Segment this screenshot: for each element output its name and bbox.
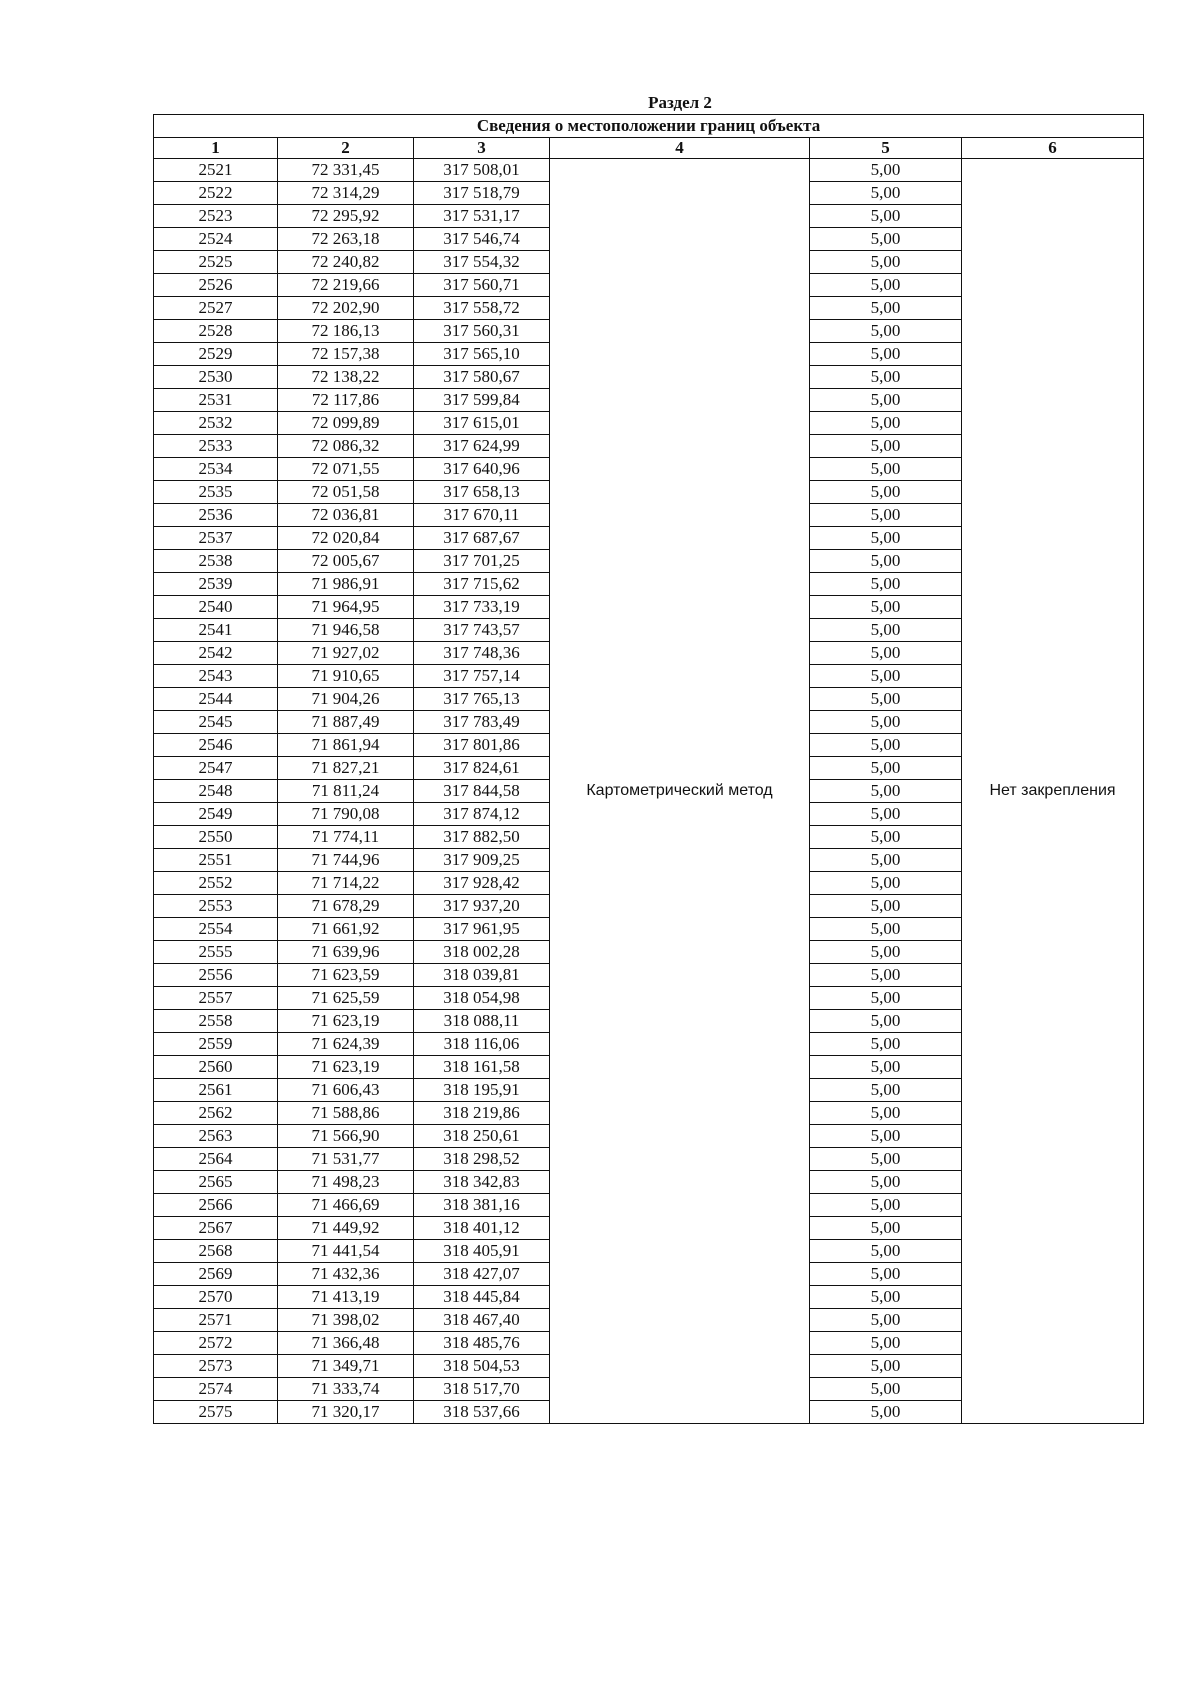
coordinate-y-cell: 318 537,66 <box>414 1401 550 1424</box>
column-header-1: 1 <box>154 138 278 159</box>
coordinate-x-cell: 72 138,22 <box>278 366 414 389</box>
coordinate-y-cell: 317 743,57 <box>414 619 550 642</box>
coordinate-x-cell: 71 714,22 <box>278 872 414 895</box>
coordinate-x-cell: 71 398,02 <box>278 1309 414 1332</box>
point-number-cell: 2547 <box>154 757 278 780</box>
coordinate-x-cell: 71 910,65 <box>278 665 414 688</box>
point-number-cell: 2538 <box>154 550 278 573</box>
coordinate-y-cell: 318 195,91 <box>414 1079 550 1102</box>
coordinate-x-cell: 72 071,55 <box>278 458 414 481</box>
point-number-cell: 2563 <box>154 1125 278 1148</box>
accuracy-cell: 5,00 <box>810 481 962 504</box>
accuracy-cell: 5,00 <box>810 1010 962 1033</box>
accuracy-cell: 5,00 <box>810 987 962 1010</box>
point-number-cell: 2568 <box>154 1240 278 1263</box>
coordinate-x-cell: 72 240,82 <box>278 251 414 274</box>
point-number-cell: 2540 <box>154 596 278 619</box>
coordinate-y-cell: 317 701,25 <box>414 550 550 573</box>
point-number-cell: 2569 <box>154 1263 278 1286</box>
point-number-cell: 2545 <box>154 711 278 734</box>
coordinate-y-cell: 317 546,74 <box>414 228 550 251</box>
coordinate-x-cell: 72 020,84 <box>278 527 414 550</box>
coordinate-x-cell: 71 887,49 <box>278 711 414 734</box>
coordinate-y-cell: 317 783,49 <box>414 711 550 734</box>
accuracy-cell: 5,00 <box>810 1194 962 1217</box>
accuracy-cell: 5,00 <box>810 412 962 435</box>
accuracy-cell: 5,00 <box>810 435 962 458</box>
coordinate-y-cell: 317 599,84 <box>414 389 550 412</box>
point-number-cell: 2525 <box>154 251 278 274</box>
point-number-cell: 2522 <box>154 182 278 205</box>
coordinate-y-cell: 317 748,36 <box>414 642 550 665</box>
coordinate-y-cell: 317 565,10 <box>414 343 550 366</box>
point-number-cell: 2542 <box>154 642 278 665</box>
coordinate-y-cell: 317 882,50 <box>414 826 550 849</box>
coordinate-x-cell: 71 349,71 <box>278 1355 414 1378</box>
coordinate-x-cell: 71 441,54 <box>278 1240 414 1263</box>
accuracy-cell: 5,00 <box>810 228 962 251</box>
coordinate-x-cell: 71 625,59 <box>278 987 414 1010</box>
column-header-3: 3 <box>414 138 550 159</box>
coordinate-x-cell: 72 263,18 <box>278 228 414 251</box>
point-number-cell: 2533 <box>154 435 278 458</box>
coordinate-y-cell: 317 844,58 <box>414 780 550 803</box>
accuracy-cell: 5,00 <box>810 182 962 205</box>
accuracy-cell: 5,00 <box>810 872 962 895</box>
point-number-cell: 2532 <box>154 412 278 435</box>
point-number-cell: 2551 <box>154 849 278 872</box>
coordinate-x-cell: 71 320,17 <box>278 1401 414 1424</box>
point-number-cell: 2552 <box>154 872 278 895</box>
fixing-cell: Нет закрепления <box>962 159 1144 1424</box>
accuracy-cell: 5,00 <box>810 1217 962 1240</box>
coordinate-x-cell: 72 157,38 <box>278 343 414 366</box>
coordinate-y-cell: 317 670,11 <box>414 504 550 527</box>
coordinate-y-cell: 317 615,01 <box>414 412 550 435</box>
coordinate-x-cell: 71 333,74 <box>278 1378 414 1401</box>
coordinate-x-cell: 71 624,39 <box>278 1033 414 1056</box>
point-number-cell: 2574 <box>154 1378 278 1401</box>
coordinate-x-cell: 71 566,90 <box>278 1125 414 1148</box>
point-number-cell: 2564 <box>154 1148 278 1171</box>
coordinate-y-cell: 317 937,20 <box>414 895 550 918</box>
coordinate-y-cell: 318 039,81 <box>414 964 550 987</box>
point-number-cell: 2521 <box>154 159 278 182</box>
coordinate-y-cell: 318 401,12 <box>414 1217 550 1240</box>
point-number-cell: 2567 <box>154 1217 278 1240</box>
column-header-6: 6 <box>962 138 1144 159</box>
coordinate-y-cell: 317 560,71 <box>414 274 550 297</box>
point-number-cell: 2537 <box>154 527 278 550</box>
point-number-cell: 2571 <box>154 1309 278 1332</box>
coordinate-y-cell: 318 467,40 <box>414 1309 550 1332</box>
point-number-cell: 2526 <box>154 274 278 297</box>
column-header-row <box>154 138 1144 159</box>
coordinate-y-cell: 318 219,86 <box>414 1102 550 1125</box>
point-number-cell: 2575 <box>154 1401 278 1424</box>
coordinate-x-cell: 72 036,81 <box>278 504 414 527</box>
accuracy-cell: 5,00 <box>810 619 962 642</box>
coordinate-y-cell: 317 909,25 <box>414 849 550 872</box>
accuracy-cell: 5,00 <box>810 1056 962 1079</box>
accuracy-cell: 5,00 <box>810 159 962 182</box>
coordinate-x-cell: 71 623,59 <box>278 964 414 987</box>
accuracy-cell: 5,00 <box>810 665 962 688</box>
coordinate-y-cell: 318 002,28 <box>414 941 550 964</box>
accuracy-cell: 5,00 <box>810 941 962 964</box>
coordinate-x-cell: 71 639,96 <box>278 941 414 964</box>
section-title: Раздел 2 <box>648 93 712 112</box>
coordinate-x-cell: 71 946,58 <box>278 619 414 642</box>
accuracy-cell: 5,00 <box>810 1079 962 1102</box>
accuracy-cell: 5,00 <box>810 1309 962 1332</box>
accuracy-cell: 5,00 <box>810 688 962 711</box>
point-number-cell: 2536 <box>154 504 278 527</box>
coordinate-x-cell: 71 774,11 <box>278 826 414 849</box>
point-number-cell: 2570 <box>154 1286 278 1309</box>
point-number-cell: 2524 <box>154 228 278 251</box>
point-number-cell: 2539 <box>154 573 278 596</box>
coordinate-x-cell: 71 413,19 <box>278 1286 414 1309</box>
coordinate-x-cell: 72 202,90 <box>278 297 414 320</box>
coordinate-x-cell: 71 623,19 <box>278 1010 414 1033</box>
accuracy-cell: 5,00 <box>810 757 962 780</box>
accuracy-cell: 5,00 <box>810 1332 962 1355</box>
coordinate-y-cell: 318 504,53 <box>414 1355 550 1378</box>
coordinate-x-cell: 71 827,21 <box>278 757 414 780</box>
coordinate-x-cell: 72 099,89 <box>278 412 414 435</box>
point-number-cell: 2523 <box>154 205 278 228</box>
point-number-cell: 2541 <box>154 619 278 642</box>
coordinate-y-cell: 318 161,58 <box>414 1056 550 1079</box>
accuracy-cell: 5,00 <box>810 1125 962 1148</box>
accuracy-cell: 5,00 <box>810 297 962 320</box>
accuracy-cell: 5,00 <box>810 343 962 366</box>
point-number-cell: 2559 <box>154 1033 278 1056</box>
point-number-cell: 2531 <box>154 389 278 412</box>
point-number-cell: 2535 <box>154 481 278 504</box>
accuracy-cell: 5,00 <box>810 389 962 412</box>
coordinate-y-cell: 317 757,14 <box>414 665 550 688</box>
coordinate-x-cell: 72 331,45 <box>278 159 414 182</box>
point-number-cell: 2548 <box>154 780 278 803</box>
point-number-cell: 2565 <box>154 1171 278 1194</box>
point-number-cell: 2530 <box>154 366 278 389</box>
coordinate-y-cell: 318 445,84 <box>414 1286 550 1309</box>
coordinate-x-cell: 71 904,26 <box>278 688 414 711</box>
accuracy-cell: 5,00 <box>810 803 962 826</box>
coordinate-x-cell: 71 449,92 <box>278 1217 414 1240</box>
accuracy-cell: 5,00 <box>810 1102 962 1125</box>
coordinate-x-cell: 71 498,23 <box>278 1171 414 1194</box>
accuracy-cell: 5,00 <box>810 1286 962 1309</box>
accuracy-cell: 5,00 <box>810 251 962 274</box>
accuracy-cell: 5,00 <box>810 1240 962 1263</box>
coordinate-y-cell: 318 116,06 <box>414 1033 550 1056</box>
coordinate-x-cell: 71 606,43 <box>278 1079 414 1102</box>
point-number-cell: 2566 <box>154 1194 278 1217</box>
accuracy-cell: 5,00 <box>810 550 962 573</box>
coordinate-y-cell: 318 298,52 <box>414 1148 550 1171</box>
column-header-2: 2 <box>278 138 414 159</box>
point-number-cell: 2543 <box>154 665 278 688</box>
accuracy-cell: 5,00 <box>810 826 962 849</box>
accuracy-cell: 5,00 <box>810 596 962 619</box>
coordinate-x-cell: 71 366,48 <box>278 1332 414 1355</box>
coordinate-y-cell: 318 088,11 <box>414 1010 550 1033</box>
coordinate-y-cell: 317 874,12 <box>414 803 550 826</box>
coordinate-y-cell: 318 250,61 <box>414 1125 550 1148</box>
accuracy-cell: 5,00 <box>810 573 962 596</box>
coordinate-y-cell: 317 518,79 <box>414 182 550 205</box>
accuracy-cell: 5,00 <box>810 1148 962 1171</box>
column-header-4: 4 <box>550 138 810 159</box>
table-body <box>154 159 1144 1424</box>
point-number-cell: 2556 <box>154 964 278 987</box>
coordinate-y-cell: 318 485,76 <box>414 1332 550 1355</box>
point-number-cell: 2544 <box>154 688 278 711</box>
accuracy-cell: 5,00 <box>810 1171 962 1194</box>
coordinate-x-cell: 71 861,94 <box>278 734 414 757</box>
coordinate-y-cell: 317 580,67 <box>414 366 550 389</box>
coordinate-y-cell: 317 765,13 <box>414 688 550 711</box>
boundary-coordinates-table <box>153 114 1144 1424</box>
coordinate-y-cell: 317 961,95 <box>414 918 550 941</box>
accuracy-cell: 5,00 <box>810 1401 962 1424</box>
coordinate-y-cell: 317 687,67 <box>414 527 550 550</box>
coordinate-x-cell: 71 986,91 <box>278 573 414 596</box>
coordinate-x-cell: 71 661,92 <box>278 918 414 941</box>
point-number-cell: 2527 <box>154 297 278 320</box>
point-number-cell: 2550 <box>154 826 278 849</box>
coordinate-y-cell: 317 624,99 <box>414 435 550 458</box>
coordinate-y-cell: 318 054,98 <box>414 987 550 1010</box>
coordinate-y-cell: 317 658,13 <box>414 481 550 504</box>
coordinate-y-cell: 317 554,32 <box>414 251 550 274</box>
point-number-cell: 2528 <box>154 320 278 343</box>
accuracy-cell: 5,00 <box>810 1263 962 1286</box>
coordinate-x-cell: 72 086,32 <box>278 435 414 458</box>
coordinate-y-cell: 318 517,70 <box>414 1378 550 1401</box>
point-number-cell: 2560 <box>154 1056 278 1079</box>
point-number-cell: 2561 <box>154 1079 278 1102</box>
coordinate-x-cell: 72 314,29 <box>278 182 414 205</box>
accuracy-cell: 5,00 <box>810 274 962 297</box>
point-number-cell: 2553 <box>154 895 278 918</box>
coordinate-x-cell: 71 790,08 <box>278 803 414 826</box>
accuracy-cell: 5,00 <box>810 849 962 872</box>
coordinate-x-cell: 71 678,29 <box>278 895 414 918</box>
coordinate-y-cell: 318 405,91 <box>414 1240 550 1263</box>
coordinate-x-cell: 71 964,95 <box>278 596 414 619</box>
table-row <box>154 159 1144 182</box>
accuracy-cell: 5,00 <box>810 918 962 941</box>
coordinate-x-cell: 71 466,69 <box>278 1194 414 1217</box>
coordinate-y-cell: 317 733,19 <box>414 596 550 619</box>
accuracy-cell: 5,00 <box>810 895 962 918</box>
accuracy-cell: 5,00 <box>810 458 962 481</box>
accuracy-cell: 5,00 <box>810 504 962 527</box>
coordinate-x-cell: 72 005,67 <box>278 550 414 573</box>
coordinate-x-cell: 72 295,92 <box>278 205 414 228</box>
column-header-5: 5 <box>810 138 962 159</box>
point-number-cell: 2549 <box>154 803 278 826</box>
coordinate-x-cell: 71 623,19 <box>278 1056 414 1079</box>
accuracy-cell: 5,00 <box>810 734 962 757</box>
point-number-cell: 2554 <box>154 918 278 941</box>
coordinate-y-cell: 317 824,61 <box>414 757 550 780</box>
accuracy-cell: 5,00 <box>810 1378 962 1401</box>
coordinate-y-cell: 317 560,31 <box>414 320 550 343</box>
coordinate-x-cell: 72 117,86 <box>278 389 414 412</box>
coordinate-y-cell: 317 801,86 <box>414 734 550 757</box>
point-number-cell: 2557 <box>154 987 278 1010</box>
coordinate-x-cell: 71 744,96 <box>278 849 414 872</box>
accuracy-cell: 5,00 <box>810 205 962 228</box>
point-number-cell: 2572 <box>154 1332 278 1355</box>
point-number-cell: 2562 <box>154 1102 278 1125</box>
point-number-cell: 2573 <box>154 1355 278 1378</box>
coordinate-y-cell: 318 381,16 <box>414 1194 550 1217</box>
coordinate-y-cell: 317 715,62 <box>414 573 550 596</box>
accuracy-cell: 5,00 <box>810 366 962 389</box>
accuracy-cell: 5,00 <box>810 711 962 734</box>
accuracy-cell: 5,00 <box>810 527 962 550</box>
coordinate-y-cell: 317 928,42 <box>414 872 550 895</box>
accuracy-cell: 5,00 <box>810 780 962 803</box>
coordinate-x-cell: 71 588,86 <box>278 1102 414 1125</box>
point-number-cell: 2555 <box>154 941 278 964</box>
point-number-cell: 2558 <box>154 1010 278 1033</box>
coordinate-x-cell: 71 531,77 <box>278 1148 414 1171</box>
coordinate-y-cell: 317 531,17 <box>414 205 550 228</box>
coordinate-x-cell: 71 811,24 <box>278 780 414 803</box>
accuracy-cell: 5,00 <box>810 320 962 343</box>
coordinate-y-cell: 317 640,96 <box>414 458 550 481</box>
coordinate-y-cell: 318 342,83 <box>414 1171 550 1194</box>
table-caption: Сведения о местоположении границ объекта <box>154 115 1144 138</box>
point-number-cell: 2534 <box>154 458 278 481</box>
coordinate-x-cell: 72 219,66 <box>278 274 414 297</box>
point-number-cell: 2546 <box>154 734 278 757</box>
coordinate-y-cell: 318 427,07 <box>414 1263 550 1286</box>
coordinate-x-cell: 71 927,02 <box>278 642 414 665</box>
coordinate-x-cell: 72 051,58 <box>278 481 414 504</box>
point-number-cell: 2529 <box>154 343 278 366</box>
coordinate-y-cell: 317 508,01 <box>414 159 550 182</box>
coordinate-x-cell: 71 432,36 <box>278 1263 414 1286</box>
accuracy-cell: 5,00 <box>810 1033 962 1056</box>
coordinate-x-cell: 72 186,13 <box>278 320 414 343</box>
accuracy-cell: 5,00 <box>810 642 962 665</box>
accuracy-cell: 5,00 <box>810 1355 962 1378</box>
coordinate-y-cell: 317 558,72 <box>414 297 550 320</box>
method-cell: Картометрический метод <box>550 159 810 1424</box>
accuracy-cell: 5,00 <box>810 964 962 987</box>
